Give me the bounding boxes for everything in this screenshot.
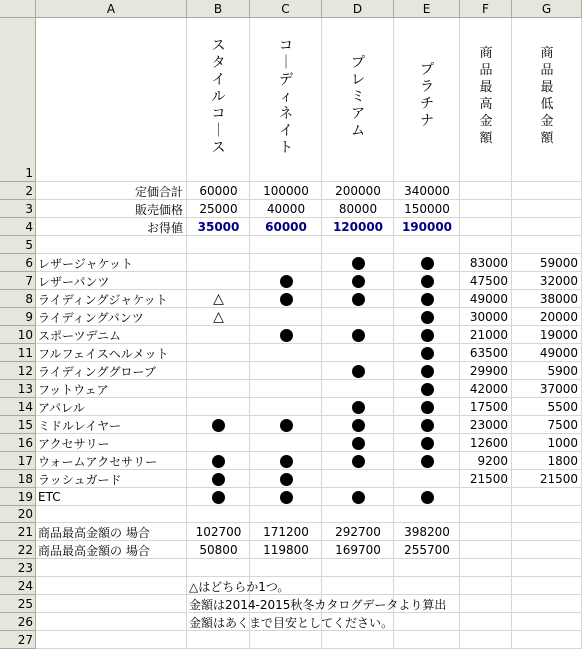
- item-min-price: 5500: [547, 400, 578, 414]
- header-max-price: 商 品 最 高 金 額: [479, 46, 493, 146]
- item-max-price: 83000: [469, 256, 508, 270]
- either-one-triangle-icon: △: [213, 309, 224, 325]
- item-mark: [187, 452, 250, 470]
- included-dot-icon: [352, 491, 365, 504]
- item-mark: [187, 434, 250, 452]
- column-header-a[interactable]: A: [36, 0, 187, 18]
- included-dot-icon: [280, 455, 293, 468]
- item-min-price: 19000: [539, 328, 578, 342]
- item-name: レザージャケット: [38, 256, 133, 271]
- item-mark: [187, 308, 250, 326]
- item-mark: [322, 434, 394, 452]
- item-name: ミドルレイヤー: [38, 418, 122, 433]
- item-max-price: 29900: [469, 364, 508, 378]
- item-name: フットウェア: [38, 382, 109, 397]
- item-name: ウォームアクセサリー: [38, 454, 158, 469]
- item-max-price: 12600: [469, 436, 508, 450]
- price-label: 販売価格: [134, 202, 183, 217]
- row-header-22[interactable]: 22: [0, 541, 36, 559]
- included-dot-icon: [212, 491, 225, 504]
- item-mark: [187, 362, 250, 380]
- item-mark: [394, 434, 460, 452]
- item-mark: [394, 398, 460, 416]
- item-min-price: [512, 488, 582, 506]
- item-mark: [394, 344, 460, 362]
- included-dot-icon: [421, 365, 434, 378]
- column-header-d[interactable]: D: [322, 0, 394, 18]
- item-mark: [250, 290, 322, 308]
- included-dot-icon: [352, 257, 365, 270]
- item-min-price: 7500: [547, 418, 578, 432]
- total-label: 商品最高金額の 場合: [38, 525, 150, 540]
- item-mark: [394, 488, 460, 506]
- included-dot-icon: [421, 437, 434, 450]
- price-value: 150000: [404, 202, 450, 216]
- price-value: 60000: [199, 184, 238, 198]
- item-mark: [394, 326, 460, 344]
- item-name: ETC: [38, 490, 61, 504]
- row-header-10[interactable]: 10: [0, 326, 36, 344]
- row-header-18[interactable]: 18: [0, 470, 36, 488]
- item-max-price: 9200: [477, 454, 508, 468]
- price-value: 340000: [404, 184, 450, 198]
- item-mark: [394, 470, 460, 488]
- row-header-23[interactable]: 23: [0, 559, 36, 577]
- total-value: 169700: [335, 543, 381, 557]
- row-header-27[interactable]: 27: [0, 631, 36, 649]
- included-dot-icon: [421, 491, 434, 504]
- column-header-c[interactable]: C: [250, 0, 322, 18]
- column-header-e[interactable]: E: [394, 0, 460, 18]
- select-all-corner[interactable]: [0, 0, 36, 18]
- included-dot-icon: [352, 275, 365, 288]
- total-value: 50800: [199, 543, 238, 557]
- item-max-price: 49000: [469, 292, 508, 306]
- row-header-12[interactable]: 12: [0, 362, 36, 380]
- either-one-triangle-icon: △: [213, 291, 224, 307]
- item-mark: [250, 326, 322, 344]
- item-mark: [250, 434, 322, 452]
- row-header-24[interactable]: 24: [0, 577, 36, 595]
- total-label: 商品最高金額の 場合: [38, 543, 150, 558]
- item-name: アパレル: [38, 400, 85, 415]
- included-dot-icon: [421, 383, 434, 396]
- item-name: ライディングジャケット: [38, 292, 168, 307]
- row-header-1[interactable]: 1: [0, 18, 36, 182]
- included-dot-icon: [421, 293, 434, 306]
- included-dot-icon: [280, 293, 293, 306]
- note-text: △はどちらか1つ。: [189, 579, 290, 594]
- item-mark: [322, 344, 394, 362]
- item-mark: [250, 362, 322, 380]
- item-max-price: 63500: [469, 346, 508, 360]
- included-dot-icon: [280, 473, 293, 486]
- item-mark: [187, 488, 250, 506]
- header-premium: プ レ ミ ア ム: [351, 55, 365, 139]
- item-name: ライディンググローブ: [38, 364, 156, 379]
- price-value: 190000: [401, 220, 453, 234]
- item-min-price: 32000: [539, 274, 578, 288]
- price-value: 25000: [199, 202, 238, 216]
- price-label: お得値: [146, 220, 183, 235]
- item-mark: [250, 452, 322, 470]
- included-dot-icon: [280, 491, 293, 504]
- item-mark: [250, 470, 322, 488]
- row-header-7[interactable]: 7: [0, 272, 36, 290]
- item-mark: [394, 308, 460, 326]
- item-mark: [322, 290, 394, 308]
- item-mark: [187, 344, 250, 362]
- included-dot-icon: [280, 275, 293, 288]
- total-value: 171200: [263, 525, 309, 539]
- included-dot-icon: [421, 347, 434, 360]
- item-max-price: 21000: [469, 328, 508, 342]
- price-value: 100000: [263, 184, 309, 198]
- item-mark: [187, 470, 250, 488]
- item-mark: [322, 488, 394, 506]
- price-value: 60000: [265, 220, 307, 234]
- included-dot-icon: [352, 419, 365, 432]
- included-dot-icon: [352, 455, 365, 468]
- item-mark: [187, 272, 250, 290]
- item-max-price: [460, 488, 512, 506]
- included-dot-icon: [352, 293, 365, 306]
- item-max-price: 21500: [469, 472, 508, 486]
- item-mark: [187, 416, 250, 434]
- row-header-26[interactable]: 26: [0, 613, 36, 631]
- header-min-price: 商 品 最 低 金 額: [540, 46, 554, 146]
- price-value: 80000: [338, 202, 378, 216]
- row-header-6[interactable]: 6: [0, 254, 36, 272]
- item-mark: [394, 380, 460, 398]
- note-text: 金額はあくまで目安としてください。: [189, 615, 394, 630]
- item-max-price: 23000: [469, 418, 508, 432]
- included-dot-icon: [212, 419, 225, 432]
- item-mark: [250, 380, 322, 398]
- note-text: 金額は2014-2015秋冬カタログデータより算出: [189, 597, 447, 612]
- header-style-course: ス タ イ ル コ ｜ ス: [211, 38, 226, 156]
- item-max-price: 42000: [469, 382, 508, 396]
- row-header-2[interactable]: 2: [0, 182, 36, 200]
- item-min-price: 37000: [539, 382, 578, 396]
- included-dot-icon: [352, 437, 365, 450]
- row-header-4[interactable]: 4: [0, 218, 36, 236]
- included-dot-icon: [421, 311, 434, 324]
- item-min-price: 20000: [539, 310, 578, 324]
- row-header-17[interactable]: 17: [0, 452, 36, 470]
- item-min-price: 1000: [547, 436, 578, 450]
- item-mark: [250, 272, 322, 290]
- item-max-price: 47500: [469, 274, 508, 288]
- row-header-14[interactable]: 14: [0, 398, 36, 416]
- item-mark: [250, 344, 322, 362]
- included-dot-icon: [352, 365, 365, 378]
- included-dot-icon: [280, 329, 293, 342]
- row-header-21[interactable]: 21: [0, 523, 36, 541]
- item-min-price: 38000: [539, 292, 578, 306]
- price-value: 35000: [197, 220, 240, 234]
- item-max-price: 30000: [469, 310, 508, 324]
- column-header-f[interactable]: F: [460, 0, 512, 18]
- item-mark: [394, 290, 460, 308]
- item-name: スポーツデニム: [38, 328, 122, 343]
- included-dot-icon: [212, 455, 225, 468]
- item-mark: [394, 362, 460, 380]
- header-platinum: プ ラ チ ナ: [420, 62, 434, 129]
- row-header-13[interactable]: 13: [0, 380, 36, 398]
- item-mark: [187, 380, 250, 398]
- total-value: 102700: [195, 525, 242, 539]
- item-name: フルフェイスヘルメット: [38, 346, 169, 361]
- item-mark: [322, 326, 394, 344]
- item-mark: [187, 398, 250, 416]
- item-mark: [322, 416, 394, 434]
- item-min-price: 5900: [547, 364, 578, 378]
- item-mark: [394, 452, 460, 470]
- item-name: ラッシュガード: [38, 472, 122, 487]
- item-min-price: 1800: [547, 454, 578, 468]
- row-header-20[interactable]: 20: [0, 506, 36, 523]
- item-mark: [250, 308, 322, 326]
- item-mark: [187, 254, 250, 272]
- row-header-3[interactable]: 3: [0, 200, 36, 218]
- item-mark: [322, 380, 394, 398]
- item-mark: [322, 470, 394, 488]
- item-name: アクセサリー: [38, 436, 110, 451]
- included-dot-icon: [280, 419, 293, 432]
- price-value: 40000: [266, 202, 306, 216]
- total-value: 119800: [263, 543, 309, 557]
- row-header-15[interactable]: 15: [0, 416, 36, 434]
- included-dot-icon: [421, 401, 434, 414]
- row-header-5[interactable]: 5: [0, 236, 36, 254]
- total-value: 255700: [404, 543, 450, 557]
- item-mark: [322, 308, 394, 326]
- item-mark: [250, 416, 322, 434]
- item-mark: [322, 452, 394, 470]
- row-header-19[interactable]: 19: [0, 488, 36, 506]
- item-mark: [250, 488, 322, 506]
- row-header-11[interactable]: 11: [0, 344, 36, 362]
- item-mark: [322, 362, 394, 380]
- included-dot-icon: [421, 419, 434, 432]
- row-header-16[interactable]: 16: [0, 434, 36, 452]
- item-mark: [250, 398, 322, 416]
- item-mark: [322, 398, 394, 416]
- total-value: 398200: [404, 525, 450, 539]
- item-mark: [187, 326, 250, 344]
- included-dot-icon: [421, 455, 434, 468]
- row-header-8[interactable]: 8: [0, 290, 36, 308]
- included-dot-icon: [421, 329, 434, 342]
- item-mark: [322, 272, 394, 290]
- included-dot-icon: [421, 257, 434, 270]
- item-mark: [394, 272, 460, 290]
- item-min-price: 21500: [539, 472, 578, 486]
- item-max-price: 17500: [469, 400, 508, 414]
- column-header-b[interactable]: B: [187, 0, 250, 18]
- item-mark: [322, 254, 394, 272]
- item-mark: [250, 254, 322, 272]
- included-dot-icon: [212, 473, 225, 486]
- included-dot-icon: [421, 275, 434, 288]
- column-header-g[interactable]: G: [512, 0, 582, 18]
- price-value: 120000: [332, 220, 384, 234]
- header-coordinate: コ ｜ デ ィ ネ イ ト: [279, 38, 293, 156]
- total-value: 292700: [335, 525, 381, 539]
- included-dot-icon: [352, 401, 365, 414]
- row-header-25[interactable]: 25: [0, 595, 36, 613]
- row-header-9[interactable]: 9: [0, 308, 36, 326]
- included-dot-icon: [352, 329, 365, 342]
- item-mark: [394, 416, 460, 434]
- item-min-price: 59000: [539, 256, 578, 270]
- item-mark: [187, 290, 250, 308]
- item-name: レザーパンツ: [38, 274, 110, 289]
- item-name: ライディングパンツ: [38, 310, 144, 325]
- item-mark: [394, 254, 460, 272]
- item-min-price: 49000: [539, 346, 578, 360]
- price-value: 200000: [335, 184, 381, 198]
- price-label: 定価合計: [134, 184, 183, 199]
